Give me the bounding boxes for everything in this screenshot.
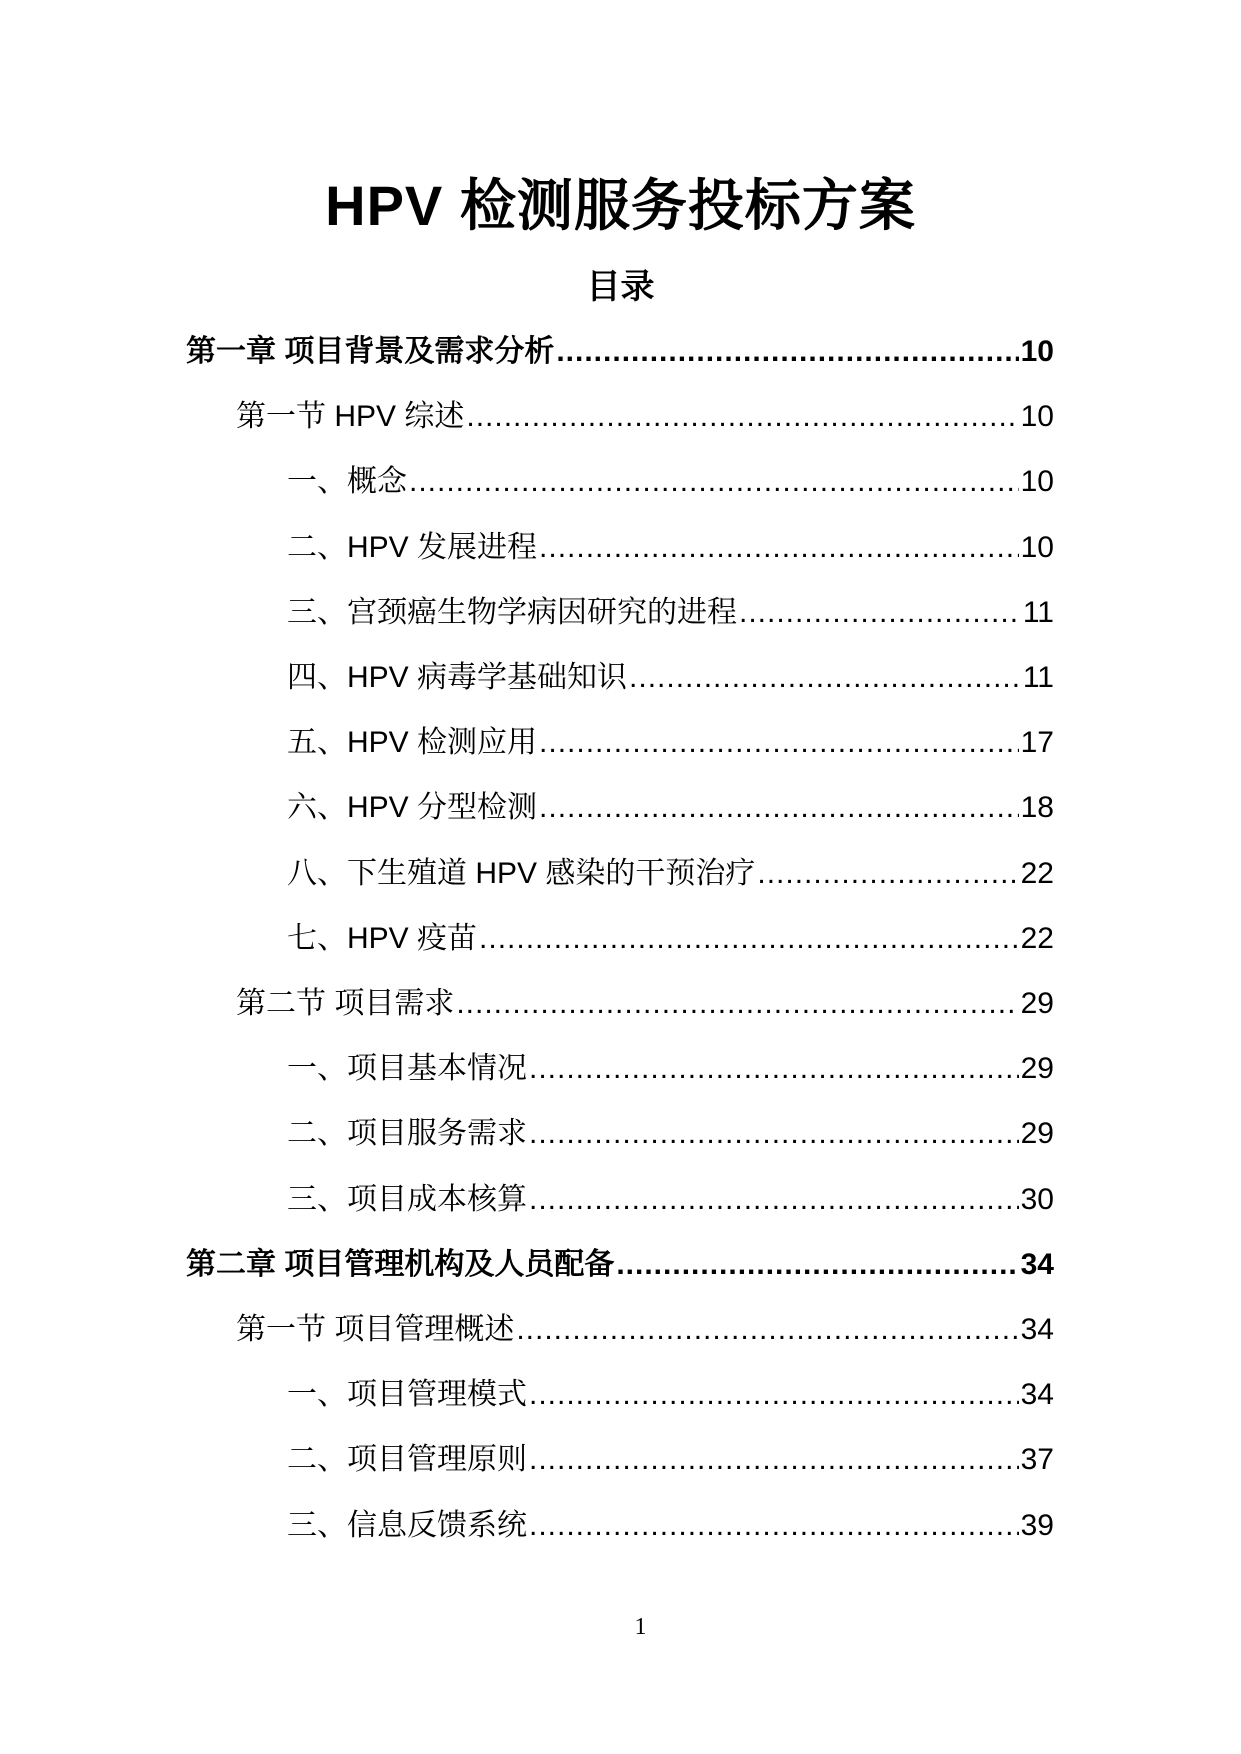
toc-entry-4[interactable]: [287, 524, 1054, 572]
toc-entry-12[interactable]: [287, 1045, 1054, 1093]
toc-leader-dots: [456, 980, 1018, 1028]
toc-entry-10[interactable]: [287, 915, 1054, 963]
toc-leader-dots: [516, 1306, 1018, 1354]
toc-entry-title: 五、HPV 检测应用: [287, 726, 538, 759]
toc-leader-dots: [757, 850, 1018, 898]
toc-entry-title: 三、宫颈癌生物学病因研究的进程: [287, 596, 737, 629]
toc-leader-dots: [529, 1110, 1019, 1158]
page-number: 1: [634, 1614, 647, 1640]
toc-entry-page: 29: [1020, 1052, 1054, 1085]
toc-entry-page: 10: [1020, 400, 1054, 433]
toc-entry-15[interactable]: [186, 1241, 1054, 1289]
toc-entry-title: 二、项目服务需求: [287, 1117, 527, 1150]
toc-entry-page: 11: [1022, 596, 1054, 629]
document-title: HPV 检测服务投标方案: [325, 174, 916, 237]
toc-entry-title: 六、HPV 分型检测: [287, 791, 538, 824]
toc-entry-page: 29: [1020, 1117, 1054, 1150]
toc-leader-dots: [479, 915, 1019, 963]
toc-entry-17[interactable]: [287, 1371, 1054, 1419]
toc-entry-3[interactable]: [287, 458, 1054, 506]
toc-entry-title: 第二章 项目管理机构及人员配备: [186, 1248, 615, 1281]
toc-leader-dots: [539, 524, 1019, 572]
toc-entry-8[interactable]: [287, 784, 1054, 832]
toc-entry-7[interactable]: [287, 719, 1054, 767]
toc-entry-page: 34: [1020, 1248, 1054, 1281]
toc-entry-page: 37: [1020, 1443, 1054, 1476]
toc-leader-dots: [629, 654, 1021, 702]
toc-entry-page: 39: [1020, 1509, 1054, 1542]
toc-entry-18[interactable]: [287, 1436, 1054, 1484]
toc-entry-title: 一、项目基本情况: [287, 1052, 527, 1085]
toc-entry-6[interactable]: [287, 654, 1054, 702]
toc-entry-19[interactable]: [287, 1502, 1054, 1550]
toc-heading: 目录: [586, 268, 655, 306]
toc-entry-title: 二、HPV 发展进程: [287, 531, 538, 564]
toc-entry-11[interactable]: [236, 980, 1054, 1028]
toc-leader-dots: [529, 1436, 1019, 1484]
toc-entry-9[interactable]: [287, 850, 1054, 898]
toc-leader-dots: [616, 1241, 1018, 1289]
toc-entry-page: 17: [1020, 726, 1054, 759]
toc-entry-title: 一、概念: [287, 465, 407, 498]
toc-entry-title: 四、HPV 病毒学基础知识: [287, 661, 628, 694]
toc-entry-page: 18: [1020, 791, 1054, 824]
toc-leader-dots: [466, 393, 1018, 441]
toc-entry-page: 30: [1020, 1183, 1054, 1216]
toc-entry-title: 第一章 项目背景及需求分析: [186, 335, 555, 368]
toc-leader-dots: [529, 1045, 1019, 1093]
toc-entry-page: 10: [1020, 335, 1054, 368]
toc-leader-dots: [529, 1176, 1019, 1224]
toc-entry-title: 三、项目成本核算: [287, 1183, 527, 1216]
toc-entry-page: 22: [1020, 922, 1054, 955]
toc-entry-title: 一、项目管理模式: [287, 1378, 527, 1411]
toc-leader-dots: [539, 784, 1019, 832]
toc-entry-title: 第一节 HPV 综述: [236, 400, 465, 433]
toc-entry-1[interactable]: [186, 328, 1054, 376]
toc-leader-dots: [739, 589, 1021, 637]
toc-entry-title: 第二节 项目需求: [236, 987, 455, 1020]
toc-entry-14[interactable]: [287, 1176, 1054, 1224]
toc-entry-page: 10: [1020, 531, 1054, 564]
toc-entry-title: 三、信息反馈系统: [287, 1509, 527, 1542]
toc-entry-16[interactable]: [236, 1306, 1054, 1354]
toc-entry-title: 二、项目管理原则: [287, 1443, 527, 1476]
toc-leader-dots: [529, 1371, 1019, 1419]
toc-leader-dots: [529, 1502, 1019, 1550]
toc-entry-page: 10: [1020, 465, 1054, 498]
toc-entry-title: 第一节 项目管理概述: [236, 1313, 515, 1346]
toc-entry-page: 11: [1022, 661, 1054, 694]
toc-entry-title: 七、HPV 疫苗: [287, 922, 478, 955]
toc-leader-dots: [556, 328, 1018, 376]
toc-leader-dots: [409, 458, 1019, 506]
toc-entry-page: 34: [1020, 1378, 1054, 1411]
toc-entry-page: 34: [1020, 1313, 1054, 1346]
toc-entry-2[interactable]: [236, 393, 1054, 441]
toc-entry-page: 22: [1020, 857, 1054, 890]
toc-entry-title: 八、下生殖道 HPV 感染的干预治疗: [287, 857, 756, 890]
toc-entry-5[interactable]: [287, 589, 1054, 637]
toc-entry-page: 29: [1020, 987, 1054, 1020]
toc-entry-13[interactable]: [287, 1110, 1054, 1158]
toc-leader-dots: [539, 719, 1019, 767]
